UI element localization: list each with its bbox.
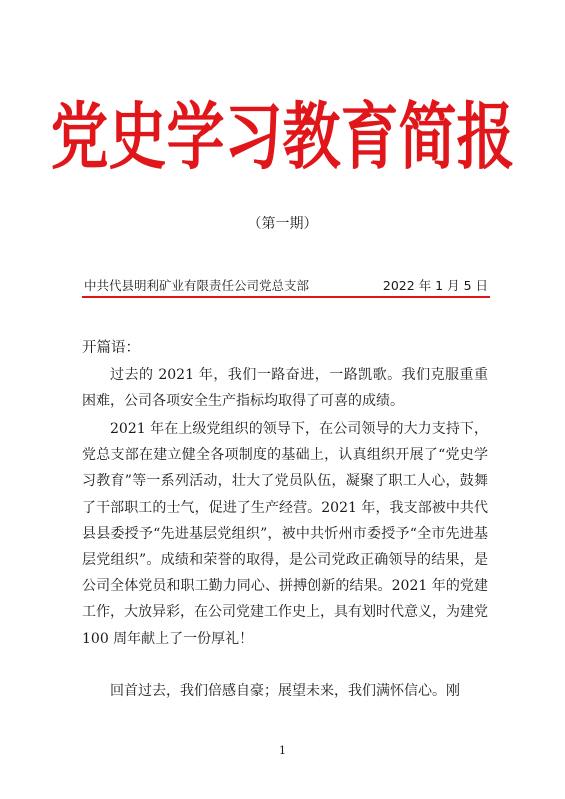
red-divider-line — [82, 296, 490, 298]
publisher-organization: 中共代县明利矿业有限责任公司党总支部 — [84, 278, 310, 293]
body-paragraph: 回首过去，我们倍感自豪；展望未来，我们满怀信心。刚 — [110, 683, 460, 699]
body-paragraph: 过去的 2021 年，我们一路奋进，一路凯歌。我们克服重重困难，公司各项安全生产指标均取得了可喜的成绩。 — [82, 367, 488, 410]
publication-date: 2022 年 1 月 5 日 — [382, 278, 488, 293]
body-paragraph: 2021 年在上级党组织的领导下，在公司领导的大力支持下，党总支部在建立健全各项制度的基础上，认真组织开展了“党史学习教育”等一系列活动，壮大了党员队伍，凝聚了职工人心，鼓舞了干部职工的士气，促进了生产经营。2021 年，我支部被中共代县县委授予“先进基层党组织”，被中共忻州市委授予“全市先进基层党组织”。成绩和荣誉的取得，是公司党政正确领导的结果，是公司全体党员和职工勤力同心、拼搏创新的结果。2021 年的党建工作，大放异彩，在公司党建工作史上，具有划时代意义，为建党 100 周年献上了一份厚礼！ — [82, 421, 488, 647]
publication-info-line — [82, 276, 490, 294]
issue-number: （第一期） — [247, 216, 318, 232]
opening-heading: 开篇语： — [82, 340, 140, 356]
page-number: 1 — [279, 744, 286, 757]
newsletter-masthead-title: 党史学习教育简报 — [50, 94, 515, 180]
